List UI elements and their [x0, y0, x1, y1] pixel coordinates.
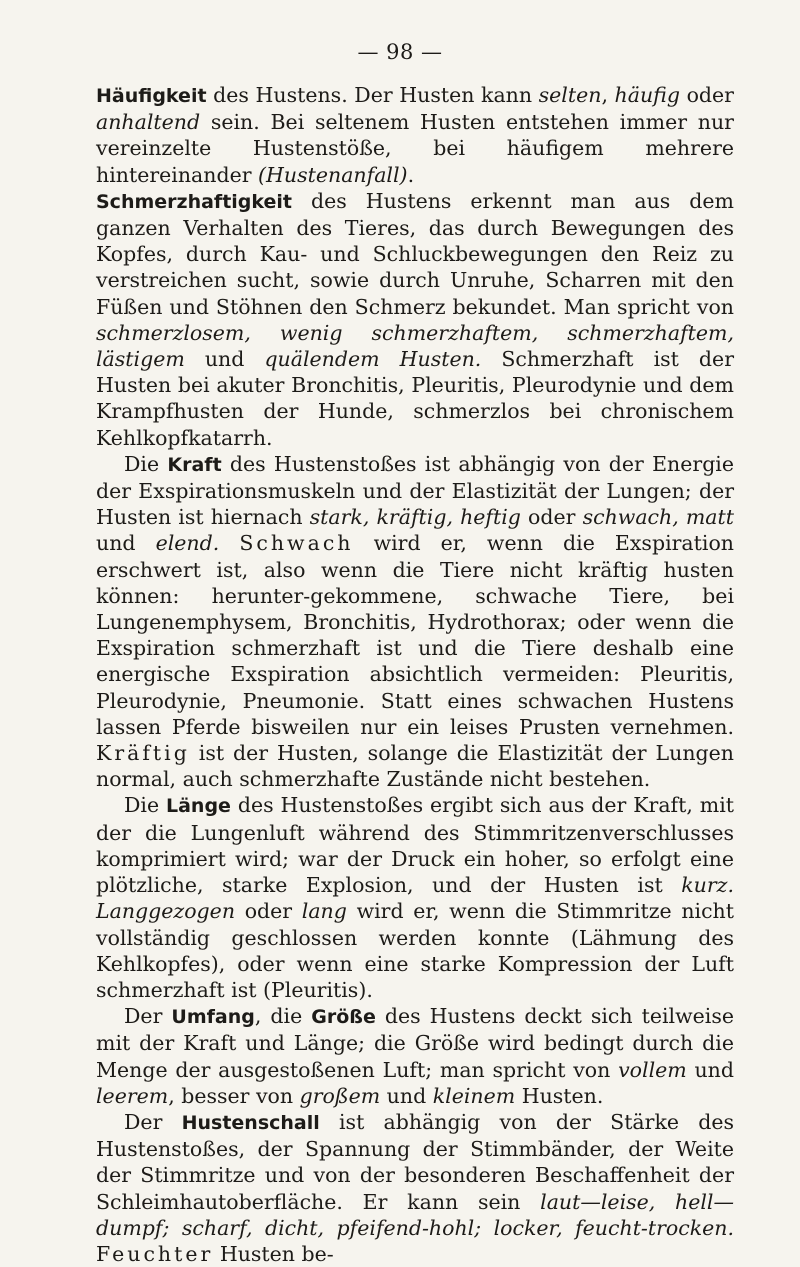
keyword-haeufigkeit: Häufigkeit [96, 85, 207, 107]
paragraph-hustenschall: Der Hustenschall ist abhängig von der Stärke des Hustenstoßes, der Spannung der Stimmbänder, der Weite der Stimmritze und von der besonderen Beschaffenheit der Schleimhautoberfläche. Er kann sein laut—leise, hell—dumpf; scharf, dicht, pfeifend-hohl; locker, feucht-trocken. Feuchter Husten be- [96, 1109, 734, 1266]
keyword-groesse: Größe [311, 1006, 376, 1029]
paragraph-haeufigkeit: Häufigkeit des Hustens. Der Husten kann selten, häufig oder anhaltend sein. Bei seltenem Husten entstehen immer nur vereinzelte Hustenstöße, bei häufigem mehrere hintereinander (Hustenanfall). [96, 83, 734, 187]
keyword-hustenschall: Hustenschall [181, 1111, 320, 1134]
keyword-kraft: Kraft [167, 453, 222, 476]
body-text [96, 82, 734, 1267]
page-header: — 98 — [357, 40, 443, 64]
paragraph-laenge: Die Länge des Hustenstoßes ergibt sich aus der Kraft, mit der die Lungenluft während des Stimmritzenverschlusses komprimiert wird; war der Druck ein hoher, so erfolgt eine plötzliche, starke Explosion, und der Husten ist kurz. Langgezogen oder lang wird er, wenn die Stimmritze nicht vollständig geschlossen werden konnte (Lähmung des Kehlkopfes), oder wenn eine starke Kompression der Luft schmerzhaft ist (Pleuritis). [96, 793, 735, 1002]
paragraph-kraft: Die Kraft des Hustenstoßes ist abhängig von der Energie der Exspirationsmuskeln und der Elastizität der Lungen; der Husten ist hiernach stark, kräftig, heftig oder schwach, matt und elend. Schwach wird er, wenn die Exspiration erschwert ist, also wenn die Tiere nicht kräftig husten können: herunter-gekommene, schwache Tiere, bei Lungenemphysem, Bronchitis, Hydrothorax; oder wenn die Exspiration schmerzhaft ist und die Tiere deshalb eine energische Exspiration absichtlich vermeiden: Pleuritis, Pleurodynie, Pneumonie. Statt eines schwachen Hustens lassen Pferde bisweilen nur ein leises Prusten vernehmen. Kräftig ist der Husten, solange die Elastizität der Lungen normal, auch schmerzhafte Zustände nicht bestehen. [96, 451, 734, 792]
keyword-laenge: Länge [166, 795, 231, 818]
paragraph-schmerzhaftigkeit: Schmerzhaftigkeit des Hustens erkennt man aus dem ganzen Verhalten des Tieres, das durch Bewegungen des Kopfes, durch Kau- und Schluckbewegungen den Reiz zu verstreichen sucht, sowie durch Unruhe, Scharren mit den Füßen und Stöhnen den Schmerz bekundet. Man spricht von schmerzlosem, wenig schmerzhaftem, schmerzhaftem, lästigem und quälendem Husten. Schmerzhaft ist der Husten bei akuter Bronchitis, Pleuritis, Pleurodynie und dem Krampfhusten der Hunde, schmerzlos bei chronischem Kehlkopfkatarrh. [96, 188, 734, 450]
keyword-umfang: Umfang [171, 1006, 255, 1029]
keyword-schmerzhaftigkeit: Schmerzhaftigkeit [96, 190, 293, 213]
paragraph-umfang: Der Umfang, die Größe des Hustens deckt sich teilweise mit der Kraft und Länge; die Größe wird bedingt durch die Menge der ausgestoßenen Luft; man spricht von vollem und leerem, besser von großem und kleinem Husten. [96, 1004, 734, 1108]
